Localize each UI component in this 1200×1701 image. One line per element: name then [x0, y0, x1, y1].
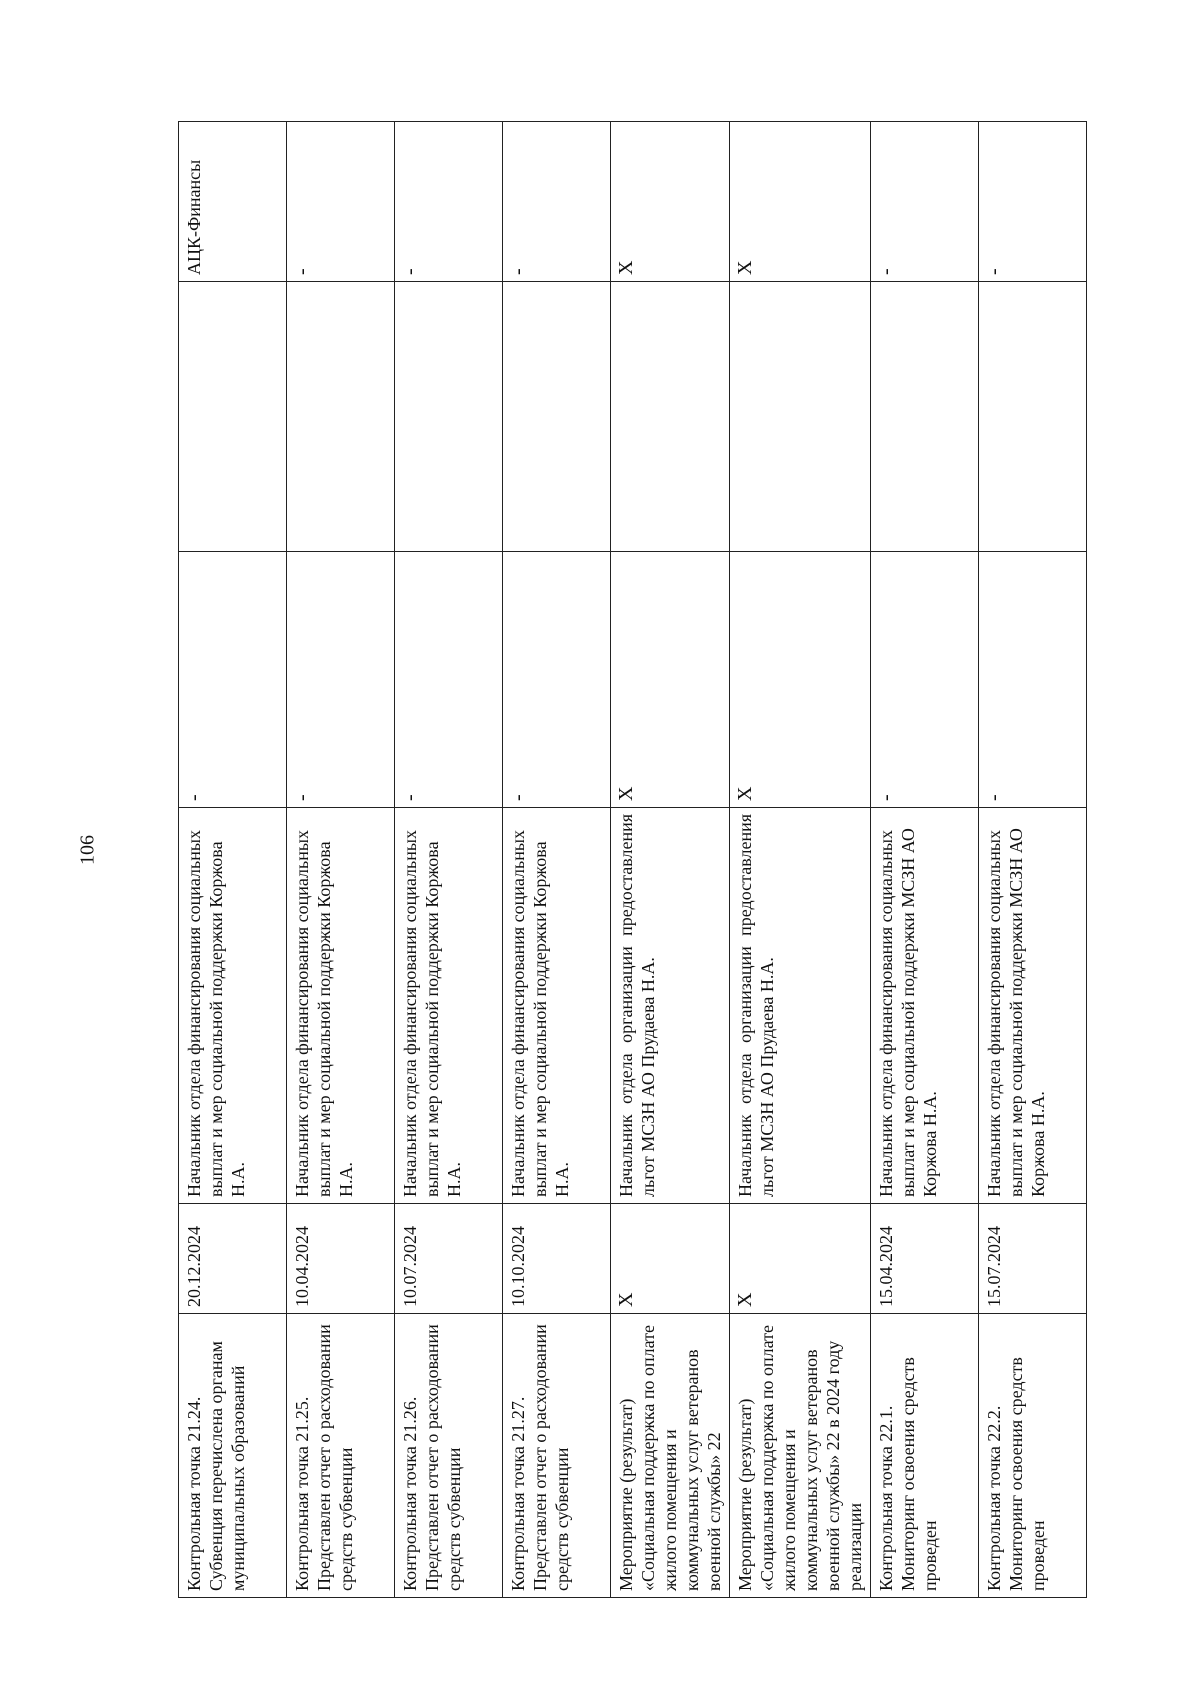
document-cell: -: [503, 552, 611, 808]
responsible-cell: Начальник отдела финансирования социальных выплат и мер социальной поддержки Коржова Н.А.: [395, 808, 503, 1204]
table-row: [611, 122, 730, 1598]
responsible-cell: Начальник отдела финансирования социальных выплат и мер социальной поддержки Коржова Н.А.: [503, 808, 611, 1204]
table-row: [179, 122, 287, 1598]
table-row: [503, 122, 611, 1598]
info-system-cell: АЦК-Финансы: [179, 122, 287, 282]
event-name-cell: Контрольная точка 21.24. Субвенция перечислена органам муниципальных образований: [179, 1314, 287, 1598]
event-name-cell: Контрольная точка 21.27. Представлен отчет о расходовании средств субвенции: [503, 1314, 611, 1598]
event-name-cell: Мероприятие (результат) «Социальная поддержка по оплате жилого помещения и коммунальных услуг ветеранов военной службы» 22 в 2024 году реализации: [730, 1314, 871, 1598]
document-cell: -: [871, 552, 979, 808]
responsible-cell: Начальник отдела финансирования социальных выплат и мер социальной поддержки МСЗН АО Коржова Н.А.: [979, 808, 1087, 1204]
info-system-cell: -: [287, 122, 395, 282]
empty-cell: [730, 282, 871, 552]
table-row: [871, 122, 979, 1598]
info-system-cell: -: [395, 122, 503, 282]
date-cell: Х: [611, 1204, 730, 1314]
date-cell: 10.04.2024: [287, 1204, 395, 1314]
responsible-cell: Начальник отдела организации предоставления льгот МСЗН АО Прудаева Н.А.: [730, 808, 871, 1204]
table-row: [730, 122, 871, 1598]
info-system-cell: -: [503, 122, 611, 282]
info-system-cell: Х: [611, 122, 730, 282]
table-row: [287, 122, 395, 1598]
document-cell: -: [395, 552, 503, 808]
date-cell: 20.12.2024: [179, 1204, 287, 1314]
event-name-cell: Контрольная точка 22.2. Мониторинг освоения средств проведен: [979, 1314, 1087, 1598]
responsible-cell: Начальник отдела финансирования социальных выплат и мер социальной поддержки МСЗН АО Коржова Н.А.: [871, 808, 979, 1204]
date-cell: 10.07.2024: [395, 1204, 503, 1314]
empty-cell: [287, 282, 395, 552]
document-cell: Х: [730, 552, 871, 808]
table-row: [979, 122, 1087, 1598]
event-name-cell: Контрольная точка 21.25. Представлен отчет о расходовании средств субвенции: [287, 1314, 395, 1598]
event-name-cell: Мероприятие (результат) «Социальная поддержка по оплате жилого помещения и коммунальных услуг ветеранов военной службы» 22: [611, 1314, 730, 1598]
empty-cell: [979, 282, 1087, 552]
empty-cell: [871, 282, 979, 552]
date-cell: 10.10.2024: [503, 1204, 611, 1314]
date-cell: 15.04.2024: [871, 1204, 979, 1314]
page-number: 106: [76, 835, 99, 865]
table-row: [395, 122, 503, 1598]
responsible-cell: Начальник отдела финансирования социальных выплат и мер социальной поддержки Коржова Н.А.: [287, 808, 395, 1204]
responsible-cell: Начальник отдела организации предоставления льгот МСЗН АО Прудаева Н.А.: [611, 808, 730, 1204]
info-system-cell: -: [871, 122, 979, 282]
event-name-cell: Контрольная точка 22.1. Мониторинг освоения средств проведен: [871, 1314, 979, 1598]
document-cell: -: [287, 552, 395, 808]
empty-cell: [611, 282, 730, 552]
date-cell: Х: [730, 1204, 871, 1314]
event-name-cell: Контрольная точка 21.26. Представлен отчет о расходовании средств субвенции: [395, 1314, 503, 1598]
document-cell: Х: [611, 552, 730, 808]
info-system-cell: Х: [730, 122, 871, 282]
document-cell: -: [979, 552, 1087, 808]
control-points-table: [178, 121, 1087, 1598]
empty-cell: [503, 282, 611, 552]
responsible-cell: Начальник отдела финансирования социальных выплат и мер социальной поддержки Коржова Н.А.: [179, 808, 287, 1204]
rotated-table-wrapper: [178, 122, 1048, 1598]
empty-cell: [395, 282, 503, 552]
document-cell: -: [179, 552, 287, 808]
date-cell: 15.07.2024: [979, 1204, 1087, 1314]
empty-cell: [179, 282, 287, 552]
info-system-cell: -: [979, 122, 1087, 282]
